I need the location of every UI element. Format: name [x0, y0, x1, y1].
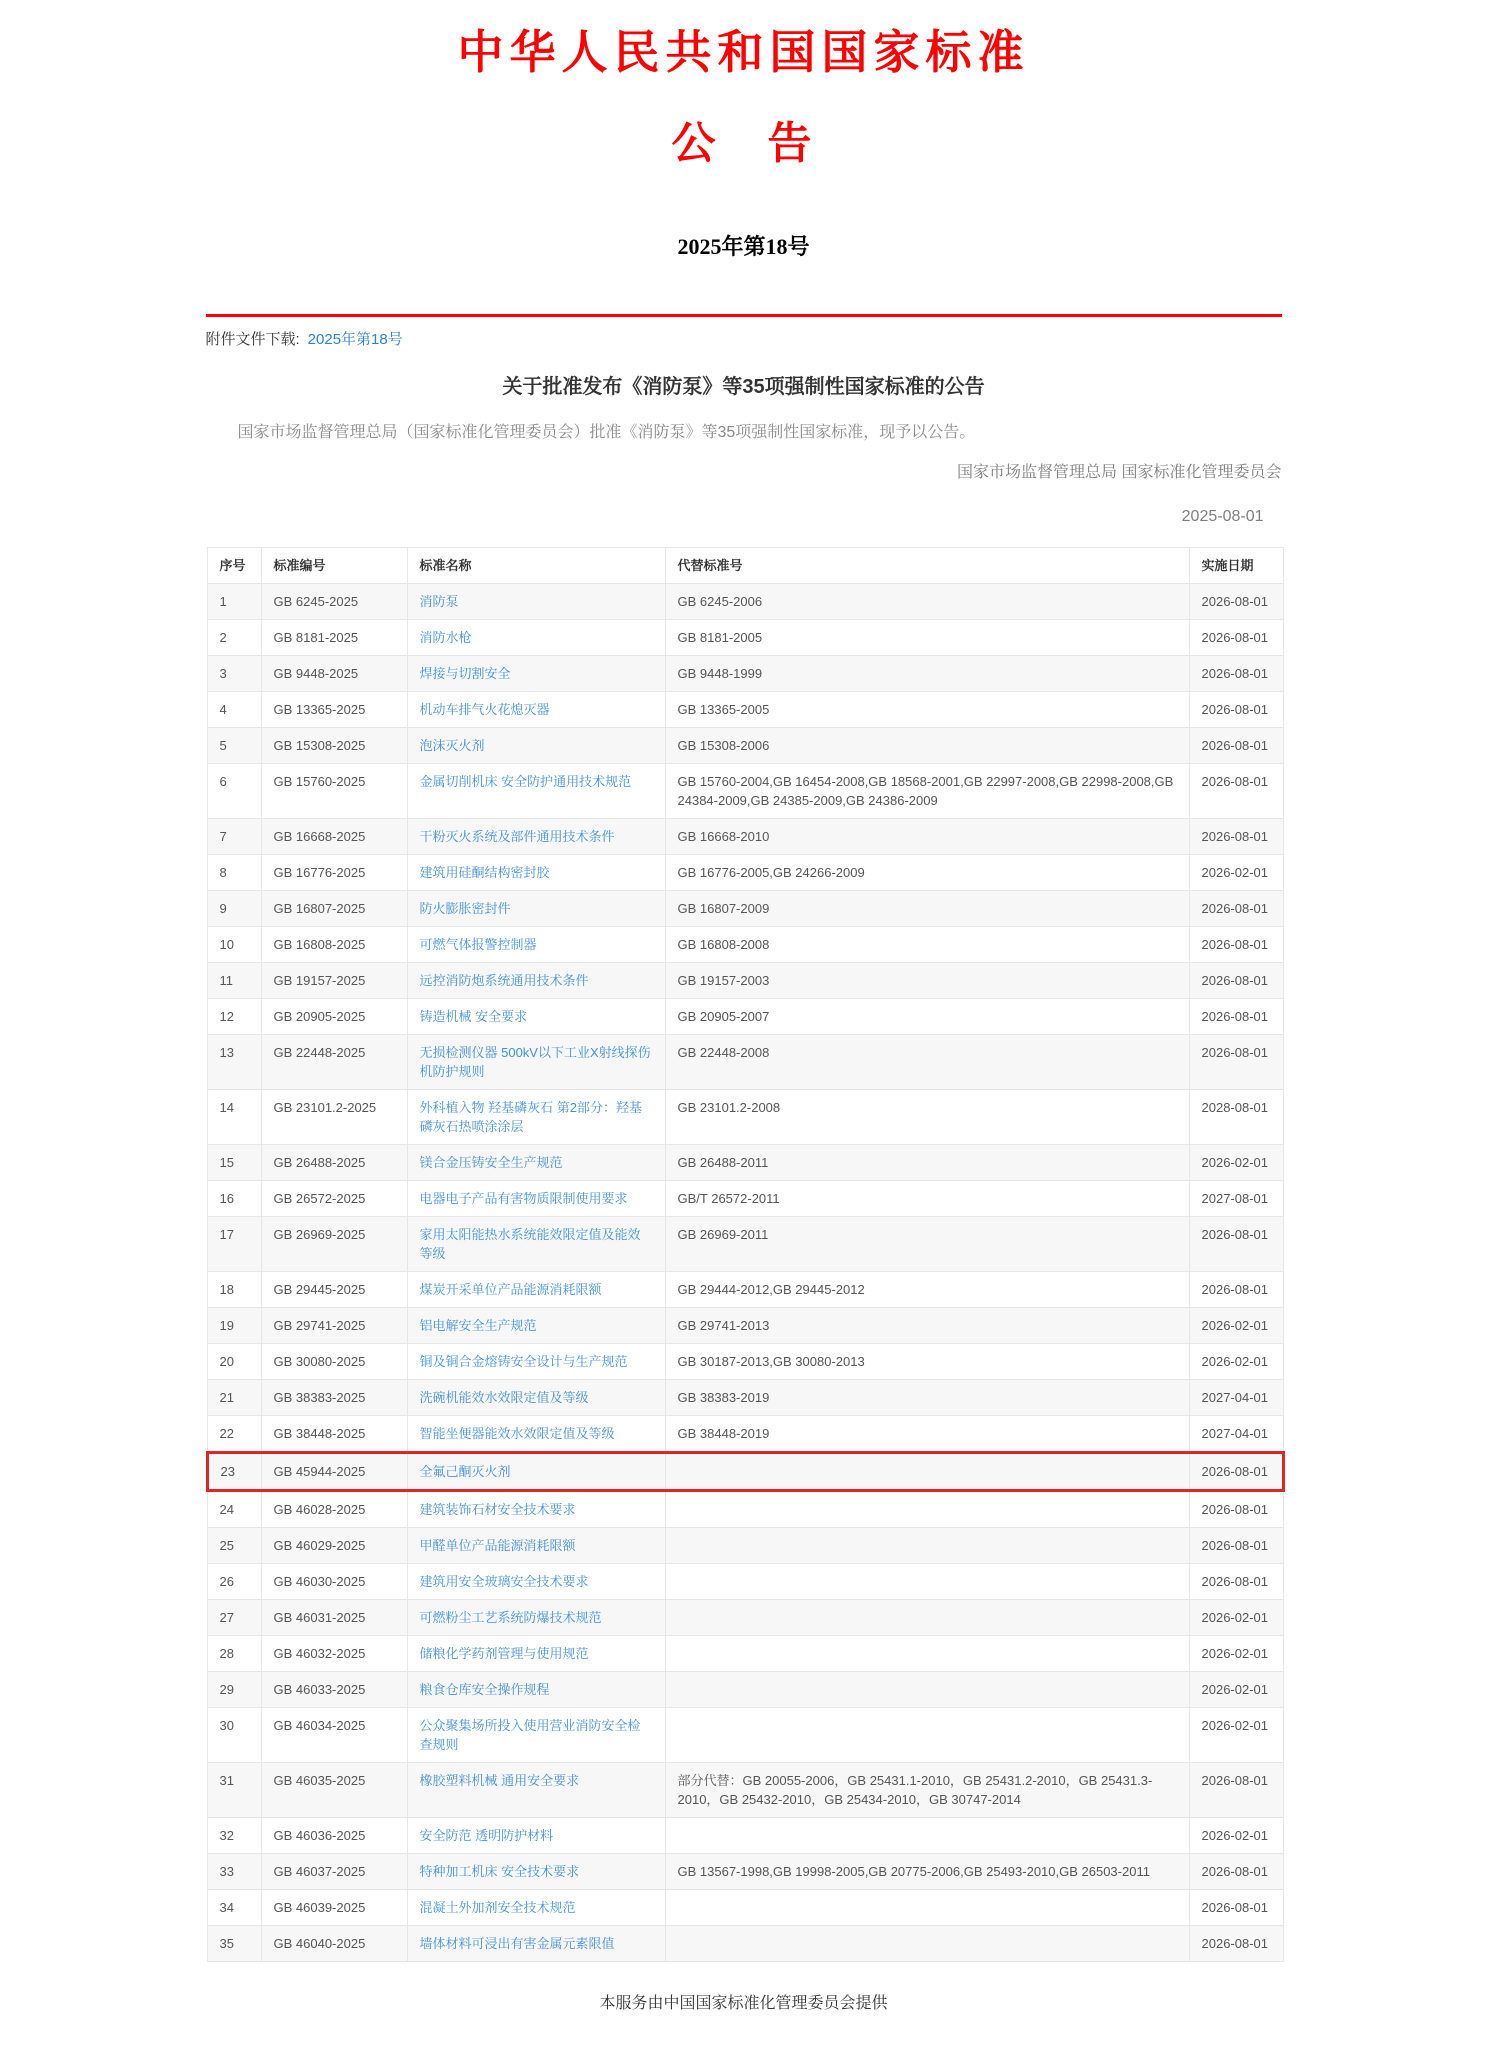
replaces-cell: [665, 1708, 1189, 1763]
replaces-cell: [665, 1564, 1189, 1600]
table-row: [207, 1090, 1283, 1145]
name-cell: [407, 1763, 665, 1818]
name-cell: [407, 1181, 665, 1217]
code-cell: GB 46032-2025: [261, 1636, 407, 1672]
table-row: [207, 819, 1283, 855]
replaces-cell: [665, 1528, 1189, 1564]
table-header-row: [207, 548, 1283, 584]
date-cell: 2026-08-01: [1189, 1763, 1283, 1818]
header-name: 标准名称: [407, 548, 665, 584]
name-cell: [407, 620, 665, 656]
standard-name-link[interactable]: 金属切削机床 安全防护通用技术规范: [419, 774, 632, 789]
table-row: [207, 855, 1283, 891]
name-cell: [407, 1636, 665, 1672]
standard-name-link[interactable]: 混凝土外加剂安全技术规范: [419, 1900, 576, 1915]
date-cell: 2028-08-01: [1189, 1090, 1283, 1145]
name-cell: [407, 1145, 665, 1181]
name-cell: [407, 1600, 665, 1636]
name-cell: [407, 1453, 665, 1491]
seq-cell: 10: [207, 927, 261, 963]
replaces-cell: [665, 1672, 1189, 1708]
table-row: [207, 1491, 1283, 1528]
name-cell: [407, 1564, 665, 1600]
name-cell: [407, 1818, 665, 1854]
table-row: [207, 1564, 1283, 1600]
standard-name-link[interactable]: 机动车排气火花熄灭器: [419, 702, 550, 717]
replaces-cell: GB 13365-2005: [665, 692, 1189, 728]
code-cell: GB 46028-2025: [261, 1491, 407, 1528]
standard-name-link[interactable]: 公众聚集场所投入使用营业消防安全检查规则: [419, 1718, 641, 1752]
code-cell: GB 6245-2025: [261, 584, 407, 620]
table-row: [207, 1854, 1283, 1890]
table-row: [207, 1272, 1283, 1308]
name-cell: [407, 584, 665, 620]
announcement-paragraph: 国家市场监督管理总局（国家标准化管理委员会）批准《消防泵》等35项强制性国家标准，现予以公告。: [237, 424, 976, 441]
seq-cell: 35: [207, 1926, 261, 1962]
seq-cell: 9: [207, 891, 261, 927]
replaces-cell: [665, 1926, 1189, 1962]
code-cell: GB 15308-2025: [261, 728, 407, 764]
seq-cell: 24: [207, 1491, 261, 1528]
code-cell: GB 16668-2025: [261, 819, 407, 855]
date-cell: 2026-08-01: [1189, 999, 1283, 1035]
code-cell: GB 26969-2025: [261, 1217, 407, 1272]
replaces-cell: GB 38383-2019: [665, 1380, 1189, 1416]
date-cell: 2026-02-01: [1189, 1672, 1283, 1708]
seq-cell: 3: [207, 656, 261, 692]
seq-cell: 29: [207, 1672, 261, 1708]
replaces-cell: GB 29444-2012,GB 29445-2012: [665, 1272, 1189, 1308]
code-cell: GB 46029-2025: [261, 1528, 407, 1564]
replaces-cell: GB 26969-2011: [665, 1217, 1189, 1272]
announcement-heading: 关于批准发布《消防泵》等35项强制性国家标准的公告: [502, 376, 985, 398]
replaces-cell: GB 16776-2005,GB 24266-2009: [665, 855, 1189, 891]
date-cell: 2026-02-01: [1189, 855, 1283, 891]
table-row: [207, 1708, 1283, 1763]
name-cell: [407, 1528, 665, 1564]
date-cell: 2026-02-01: [1189, 1636, 1283, 1672]
seq-cell: 34: [207, 1890, 261, 1926]
replaces-cell: [665, 1600, 1189, 1636]
date-cell: 2026-08-01: [1189, 1035, 1283, 1090]
table-row: [207, 1217, 1283, 1272]
table-row: [207, 1344, 1283, 1380]
date-cell: 2026-08-01: [1189, 1854, 1283, 1890]
code-cell: GB 46035-2025: [261, 1763, 407, 1818]
date-cell: 2026-08-01: [1189, 1926, 1283, 1962]
standard-name-link[interactable]: 甲醛单位产品能源消耗限额: [419, 1538, 576, 1553]
date-cell: 2026-08-01: [1189, 620, 1283, 656]
replaces-cell: 部分代替：GB 20055-2006，GB 25431.1-2010，GB 25431.2-2010，GB 25431.3-2010，GB 25432-2010，GB 25434-2010，GB 30747-2014: [665, 1763, 1189, 1818]
standard-name-link[interactable]: 泡沫灭火剂: [419, 738, 485, 753]
name-cell: [407, 1344, 665, 1380]
date-cell: 2026-08-01: [1189, 1491, 1283, 1528]
standard-name-link[interactable]: 橡胶塑料机械 通用安全要求: [419, 1773, 580, 1788]
code-cell: GB 46031-2025: [261, 1600, 407, 1636]
standard-name-link[interactable]: 消防泵: [419, 594, 459, 609]
code-cell: GB 30080-2025: [261, 1344, 407, 1380]
replaces-cell: [665, 1636, 1189, 1672]
table-row: [207, 1528, 1283, 1564]
code-cell: GB 22448-2025: [261, 1035, 407, 1090]
seq-cell: 11: [207, 963, 261, 999]
replaces-cell: GB 38448-2019: [665, 1416, 1189, 1453]
seq-cell: 25: [207, 1528, 261, 1564]
name-cell: [407, 1708, 665, 1763]
standard-name-link[interactable]: 洗碗机能效水效限定值及等级: [419, 1390, 589, 1405]
seq-cell: 19: [207, 1308, 261, 1344]
code-cell: GB 26488-2025: [261, 1145, 407, 1181]
table-row: [207, 584, 1283, 620]
name-cell: [407, 692, 665, 728]
name-cell: [407, 1217, 665, 1272]
table-row: [207, 1035, 1283, 1090]
code-cell: GB 23101.2-2025: [261, 1090, 407, 1145]
seq-cell: 21: [207, 1380, 261, 1416]
seq-cell: 13: [207, 1035, 261, 1090]
seq-cell: 14: [207, 1090, 261, 1145]
standard-name-link[interactable]: 安全防范 透明防护材料: [419, 1828, 554, 1843]
replaces-cell: GB 26488-2011: [665, 1145, 1189, 1181]
standard-name-link[interactable]: 消防水枪: [419, 630, 472, 645]
date-cell: 2026-02-01: [1189, 1600, 1283, 1636]
page-title: 中华人民共和国国家标准: [457, 27, 1030, 78]
seq-cell: 16: [207, 1181, 261, 1217]
name-cell: [407, 656, 665, 692]
seq-cell: 23: [207, 1453, 261, 1491]
name-cell: [407, 1491, 665, 1528]
code-cell: GB 29445-2025: [261, 1272, 407, 1308]
table-row: [207, 927, 1283, 963]
seq-cell: 30: [207, 1708, 261, 1763]
red-divider-line: [206, 314, 1282, 317]
table-row: [207, 963, 1283, 999]
name-cell: [407, 1272, 665, 1308]
table-row: [207, 1416, 1283, 1453]
date-cell: 2026-02-01: [1189, 1708, 1283, 1763]
replaces-cell: GB 8181-2005: [665, 620, 1189, 656]
code-cell: GB 38448-2025: [261, 1416, 407, 1453]
seq-cell: 4: [207, 692, 261, 728]
code-cell: GB 8181-2025: [261, 620, 407, 656]
seq-cell: 22: [207, 1416, 261, 1453]
replaces-cell: GB 15760-2004,GB 16454-2008,GB 18568-2001,GB 22997-2008,GB 22998-2008,GB 24384-2009,GB 24385-2009,GB 24386-2009: [665, 764, 1189, 819]
name-cell: [407, 1035, 665, 1090]
attachment-row: [206, 329, 1282, 351]
code-cell: GB 38383-2025: [261, 1380, 407, 1416]
table-row: [207, 620, 1283, 656]
replaces-cell: GB 30187-2013,GB 30080-2013: [665, 1344, 1189, 1380]
name-cell: [407, 999, 665, 1035]
code-cell: GB 26572-2025: [261, 1181, 407, 1217]
seq-cell: 20: [207, 1344, 261, 1380]
standards-table-body: [207, 584, 1283, 1962]
standard-name-link[interactable]: 铜及铜合金熔铸安全设计与生产规范: [419, 1354, 628, 1369]
standard-name-link[interactable]: 外科植入物 羟基磷灰石 第2部分：羟基磷灰石热喷涂涂层: [419, 1100, 642, 1134]
name-cell: [407, 728, 665, 764]
replaces-cell: GB 23101.2-2008: [665, 1090, 1189, 1145]
date-cell: 2026-08-01: [1189, 963, 1283, 999]
standard-name-link[interactable]: 建筑装饰石材安全技术要求: [419, 1502, 576, 1517]
code-cell: GB 16776-2025: [261, 855, 407, 891]
code-cell: GB 45944-2025: [261, 1453, 407, 1491]
name-cell: [407, 1926, 665, 1962]
code-cell: GB 15760-2025: [261, 764, 407, 819]
name-cell: [407, 1672, 665, 1708]
seq-cell: 1: [207, 584, 261, 620]
table-row: [207, 1308, 1283, 1344]
standard-name-link[interactable]: 远控消防炮系统通用技术条件: [419, 973, 589, 988]
standard-name-link[interactable]: 特种加工机床 安全技术要求: [419, 1864, 580, 1879]
replaces-cell: GB 15308-2006: [665, 728, 1189, 764]
seq-cell: 12: [207, 999, 261, 1035]
seq-cell: 28: [207, 1636, 261, 1672]
seq-cell: 18: [207, 1272, 261, 1308]
replaces-cell: GB 6245-2006: [665, 584, 1189, 620]
code-cell: GB 46033-2025: [261, 1672, 407, 1708]
standard-name-link[interactable]: 防火膨胀密封件: [419, 901, 511, 916]
announcement-subtitle: 公 告: [671, 119, 816, 168]
name-cell: [407, 1090, 665, 1145]
seq-cell: 15: [207, 1145, 261, 1181]
replaces-cell: [665, 1818, 1189, 1854]
issue-number: 2025年第18号: [677, 234, 810, 259]
standard-name-link[interactable]: 煤炭开采单位产品能源消耗限额: [419, 1282, 602, 1297]
date-cell: 2026-02-01: [1189, 1344, 1283, 1380]
date-cell: 2026-08-01: [1189, 927, 1283, 963]
seq-cell: 27: [207, 1600, 261, 1636]
replaces-cell: GB/T 26572-2011: [665, 1181, 1189, 1217]
table-row: [207, 1600, 1283, 1636]
date-cell: 2026-08-01: [1189, 1528, 1283, 1564]
standard-name-link[interactable]: 建筑用安全玻璃安全技术要求: [419, 1574, 589, 1589]
table-row: [207, 728, 1283, 764]
standard-name-link[interactable]: 智能坐便器能效水效限定值及等级: [419, 1426, 615, 1441]
standard-name-link[interactable]: 干粉灭火系统及部件通用技术条件: [419, 829, 615, 844]
name-cell: [407, 963, 665, 999]
seq-cell: 7: [207, 819, 261, 855]
code-cell: GB 46034-2025: [261, 1708, 407, 1763]
seq-cell: 5: [207, 728, 261, 764]
page-container: [206, 26, 1282, 2016]
replaces-cell: GB 29741-2013: [665, 1308, 1189, 1344]
table-row: [207, 1818, 1283, 1854]
seq-cell: 33: [207, 1854, 261, 1890]
name-cell: [407, 855, 665, 891]
replaces-cell: [665, 1491, 1189, 1528]
code-cell: GB 46037-2025: [261, 1854, 407, 1890]
table-row: [207, 1763, 1283, 1818]
standard-name-link[interactable]: 可燃粉尘工艺系统防爆技术规范: [419, 1610, 602, 1625]
table-row: [207, 1636, 1283, 1672]
date-cell: 2026-02-01: [1189, 1145, 1283, 1181]
date-cell: 2026-08-01: [1189, 1272, 1283, 1308]
date-cell: 2026-02-01: [1189, 1818, 1283, 1854]
standard-name-link[interactable]: 建筑用硅酮结构密封胶: [419, 865, 550, 880]
standards-table: [206, 547, 1285, 1962]
attachment-label: 附件文件下载:: [205, 331, 300, 348]
code-cell: GB 16807-2025: [261, 891, 407, 927]
table-row: [207, 1380, 1283, 1416]
date-cell: 2026-08-01: [1189, 1453, 1283, 1491]
code-cell: GB 46030-2025: [261, 1564, 407, 1600]
code-cell: GB 20905-2025: [261, 999, 407, 1035]
replaces-cell: GB 16807-2009: [665, 891, 1189, 927]
replaces-cell: GB 16668-2010: [665, 819, 1189, 855]
standard-name-link[interactable]: 无损检测仪器 500kV以下工业X射线探伤机防护规则: [419, 1045, 651, 1079]
standard-name-link[interactable]: 墙体材料可浸出有害金属元素限值: [419, 1936, 615, 1951]
name-cell: [407, 1854, 665, 1890]
code-cell: GB 13365-2025: [261, 692, 407, 728]
code-cell: GB 46036-2025: [261, 1818, 407, 1854]
seq-cell: 2: [207, 620, 261, 656]
date-cell: 2027-08-01: [1189, 1181, 1283, 1217]
date-cell: 2027-04-01: [1189, 1416, 1283, 1453]
table-row: [207, 764, 1283, 819]
attachment-link[interactable]: 2025年第18号: [307, 331, 403, 348]
seq-cell: 31: [207, 1763, 261, 1818]
standard-name-link[interactable]: 镁合金压铸安全生产规范: [419, 1155, 563, 1170]
table-row: [207, 1181, 1283, 1217]
standard-name-link[interactable]: 家用太阳能热水系统能效限定值及能效等级: [419, 1227, 641, 1261]
table-row: [207, 1145, 1283, 1181]
date-cell: 2026-08-01: [1189, 819, 1283, 855]
header-code: 标准编号: [261, 548, 407, 584]
standard-name-link[interactable]: 焊接与切割安全: [419, 666, 511, 681]
date-cell: 2026-08-01: [1189, 1890, 1283, 1926]
seq-cell: 17: [207, 1217, 261, 1272]
date-cell: 2026-08-01: [1189, 764, 1283, 819]
date-cell: 2026-08-01: [1189, 728, 1283, 764]
standard-name-link[interactable]: 电器电子产品有害物质限制使用要求: [419, 1191, 628, 1206]
standard-name-link[interactable]: 铸造机械 安全要求: [419, 1009, 528, 1024]
replaces-cell: [665, 1890, 1189, 1926]
table-row: [207, 1453, 1283, 1491]
standard-name-link[interactable]: 全氟己酮灭火剂: [419, 1464, 511, 1479]
table-row: [207, 999, 1283, 1035]
name-cell: [407, 1416, 665, 1453]
replaces-cell: GB 9448-1999: [665, 656, 1189, 692]
date-cell: 2026-08-01: [1189, 891, 1283, 927]
replaces-cell: GB 22448-2008: [665, 1035, 1189, 1090]
date-cell: 2026-08-01: [1189, 656, 1283, 692]
replaces-cell: [665, 1453, 1189, 1491]
code-cell: GB 16808-2025: [261, 927, 407, 963]
table-row: [207, 891, 1283, 927]
date-cell: 2026-08-01: [1189, 1564, 1283, 1600]
code-cell: GB 29741-2025: [261, 1308, 407, 1344]
replaces-cell: GB 16808-2008: [665, 927, 1189, 963]
name-cell: [407, 764, 665, 819]
footer-note: 本服务由中国国家标准化管理委员会提供: [599, 1995, 888, 2012]
signature-date: 2025-08-01: [1181, 508, 1264, 525]
code-cell: GB 9448-2025: [261, 656, 407, 692]
replaces-cell: GB 13567-1998,GB 19998-2005,GB 20775-2006,GB 25493-2010,GB 26503-2011: [665, 1854, 1189, 1890]
name-cell: [407, 891, 665, 927]
name-cell: [407, 819, 665, 855]
date-cell: 2027-04-01: [1189, 1380, 1283, 1416]
standard-name-link[interactable]: 可燃气体报警控制器: [419, 937, 537, 952]
code-cell: GB 19157-2025: [261, 963, 407, 999]
seq-cell: 26: [207, 1564, 261, 1600]
replaces-cell: GB 19157-2003: [665, 963, 1189, 999]
table-row: [207, 1672, 1283, 1708]
date-cell: 2026-02-01: [1189, 1308, 1283, 1344]
date-cell: 2026-08-01: [1189, 584, 1283, 620]
header-replaces: 代替标准号: [665, 548, 1189, 584]
standard-name-link[interactable]: 粮食仓库安全操作规程: [419, 1682, 550, 1697]
seq-cell: 32: [207, 1818, 261, 1854]
masthead: [206, 26, 1282, 262]
standard-name-link[interactable]: 铝电解安全生产规范: [419, 1318, 537, 1333]
name-cell: [407, 1308, 665, 1344]
code-cell: GB 46039-2025: [261, 1890, 407, 1926]
table-row: [207, 692, 1283, 728]
seq-cell: 6: [207, 764, 261, 819]
name-cell: [407, 927, 665, 963]
name-cell: [407, 1890, 665, 1926]
date-cell: 2026-08-01: [1189, 1217, 1283, 1272]
replaces-cell: GB 20905-2007: [665, 999, 1189, 1035]
signature-line: 国家市场监督管理总局 国家标准化管理委员会: [957, 464, 1282, 481]
header-seq: 序号: [207, 548, 261, 584]
code-cell: GB 46040-2025: [261, 1926, 407, 1962]
seq-cell: 8: [207, 855, 261, 891]
header-date: 实施日期: [1189, 548, 1283, 584]
table-row: [207, 1890, 1283, 1926]
standard-name-link[interactable]: 储粮化学药剂管理与使用规范: [419, 1646, 589, 1661]
table-row: [207, 656, 1283, 692]
table-row: [207, 1926, 1283, 1962]
date-cell: 2026-08-01: [1189, 692, 1283, 728]
name-cell: [407, 1380, 665, 1416]
